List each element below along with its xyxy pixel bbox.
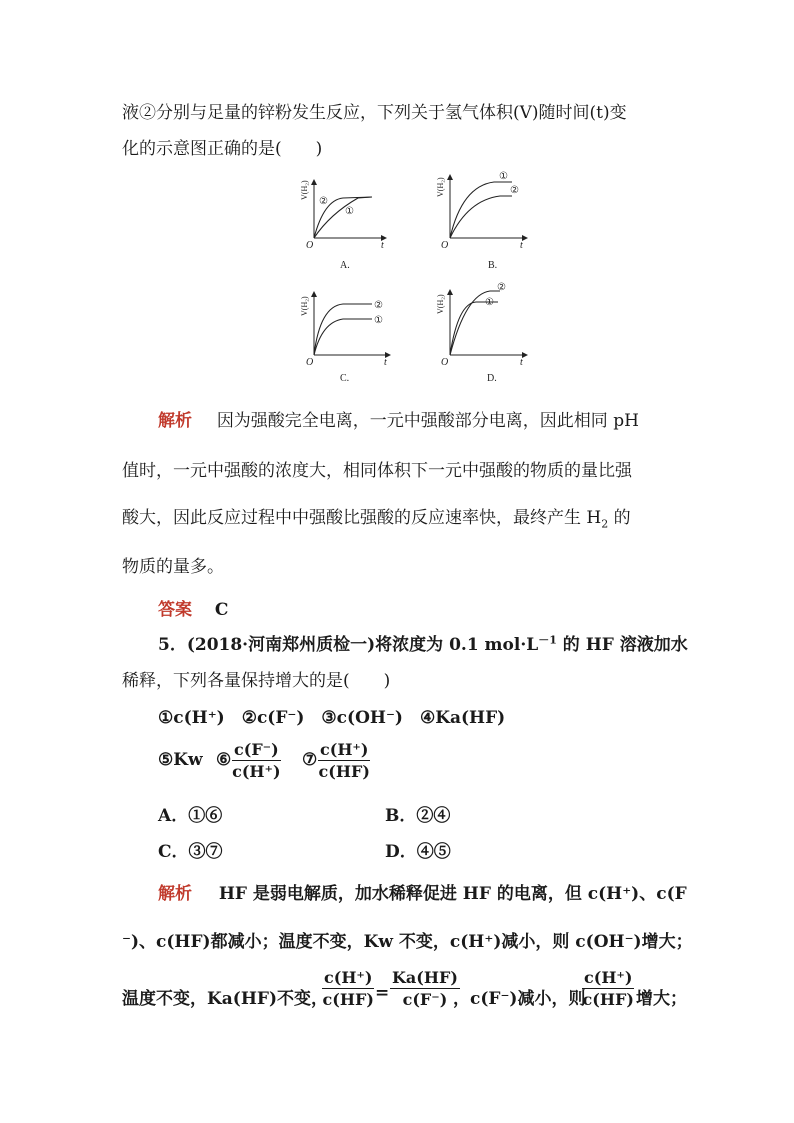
fraction-numerator: Ka(HF) bbox=[392, 968, 458, 987]
analysis-line-3-text: 酸大，因此反应过程中中强酸比强酸的反应速率快，最终产生 H bbox=[122, 508, 602, 528]
q5-line-2: 稀释，下列各量保持增大的是( ) bbox=[122, 671, 391, 691]
y-axis-label: V(H₂) bbox=[300, 180, 309, 200]
fraction-denominator: c(HF) bbox=[582, 990, 634, 1009]
fraction-denominator: c(F⁻) bbox=[402, 990, 448, 1009]
panel-label: D. bbox=[487, 373, 497, 384]
analysis-tag: 解析 bbox=[158, 884, 192, 904]
q5-items-row-1: ①c(H⁺) ②c(F⁻) ③c(OH⁻) ④Ka(HF) bbox=[158, 708, 506, 728]
curve-1-label: ① bbox=[485, 297, 494, 308]
answer-tag: 答案 bbox=[158, 600, 192, 620]
analysis-line-3 bbox=[122, 503, 631, 530]
option-c: C．③⑦ bbox=[158, 842, 223, 862]
curve-2-label: ② bbox=[374, 300, 383, 311]
graph-panel-c bbox=[300, 292, 390, 384]
q5-line-1-text: 5．(2018·河南郑州质检一)将浓度为 0.1 mol·L bbox=[158, 635, 539, 655]
graph-panel-d bbox=[436, 282, 527, 384]
analysis2-line-1: HF 是弱电解质，加水稀释促进 HF 的电离，但 c(H⁺)、c(F bbox=[218, 884, 687, 904]
q5-item-6-fraction bbox=[232, 740, 281, 781]
analysis-line-4: 物质的量多。 bbox=[122, 557, 224, 577]
x-axis-label: t bbox=[381, 240, 384, 251]
fraction-numerator: c(F⁻) bbox=[234, 740, 279, 759]
origin-label: O bbox=[306, 240, 314, 251]
y-axis-label: V(H₂) bbox=[300, 296, 309, 316]
panel-label: B. bbox=[488, 260, 498, 271]
analysis-line-3-end: 的 bbox=[608, 508, 631, 528]
curve-1-label: ① bbox=[499, 171, 508, 182]
answer-value: C bbox=[214, 600, 229, 620]
analysis2-line-1-row bbox=[158, 879, 687, 904]
curve-2-label: ② bbox=[510, 185, 519, 196]
q5-item-7-fraction bbox=[318, 740, 370, 781]
subscript: 2 bbox=[601, 517, 609, 531]
origin-label: O bbox=[441, 240, 449, 251]
option-b: B．②④ bbox=[385, 806, 451, 826]
graph-panel-a bbox=[300, 180, 386, 271]
fraction-denominator: c(HF) bbox=[322, 990, 374, 1009]
y-axis-label: V(H₂) bbox=[436, 294, 445, 314]
panel-label: C. bbox=[340, 373, 350, 384]
curve-1 bbox=[314, 319, 372, 355]
analysis2-fraction-2 bbox=[390, 968, 460, 1009]
analysis-line-2: 值时，一元中强酸的浓度大，相同体积下一元中强酸的物质的量比强 bbox=[122, 461, 632, 481]
analysis-paragraph-1 bbox=[158, 406, 639, 431]
graph-panel-b bbox=[436, 171, 527, 271]
curve-2 bbox=[314, 304, 372, 355]
fraction-denominator: c(HF) bbox=[318, 762, 370, 781]
panel-label: A. bbox=[340, 260, 350, 271]
curve-2-label: ② bbox=[497, 282, 506, 293]
q5-line-1 bbox=[158, 630, 688, 655]
y-axis-label: V(H₂) bbox=[436, 177, 445, 197]
analysis-line-1: 因为强酸完全电离，一元中强酸部分电离，因此相同 pH bbox=[216, 411, 639, 431]
graph-figure bbox=[0, 0, 794, 400]
fraction-numerator: c(H⁺) bbox=[584, 968, 633, 987]
x-axis-label: t bbox=[520, 357, 523, 368]
superscript: －1 bbox=[538, 633, 557, 647]
answer-row bbox=[158, 595, 228, 620]
curve-1 bbox=[450, 302, 498, 355]
analysis2-line-2: ⁻)、c(HF)都减小；温度不变，Kw 不变，c(H⁺)减小，则 c(OH⁻)增大； bbox=[122, 932, 693, 952]
origin-label: O bbox=[441, 357, 449, 368]
fraction-denominator: c(H⁺) bbox=[232, 762, 281, 781]
q5-item-6-mark: ⑥ bbox=[216, 750, 232, 770]
fraction-numerator: c(H⁺) bbox=[324, 968, 373, 987]
analysis2-fraction-1 bbox=[322, 968, 374, 1009]
curve-1-label: ① bbox=[374, 315, 383, 326]
curve-1-label: ① bbox=[345, 206, 354, 217]
q5-item-7-mark: ⑦ bbox=[302, 750, 318, 770]
x-axis-label: t bbox=[520, 240, 523, 251]
equals-sign: = bbox=[375, 983, 390, 1003]
curve-2-label: ② bbox=[319, 196, 328, 207]
origin-label: O bbox=[306, 357, 314, 368]
q5-line-1-end: 的 HF 溶液加水 bbox=[556, 635, 688, 655]
analysis2-line-3-mid: ，c(F⁻)减小，则 bbox=[453, 989, 586, 1009]
curve-2 bbox=[450, 196, 512, 238]
analysis-tag: 解析 bbox=[158, 411, 192, 431]
x-axis-label: t bbox=[384, 357, 387, 368]
analysis2-fraction-3 bbox=[582, 968, 634, 1009]
option-a: A．①⑥ bbox=[158, 806, 223, 826]
fraction-numerator: c(H⁺) bbox=[320, 740, 369, 759]
analysis2-line-3-start: 温度不变，Ka(HF)不变， bbox=[122, 989, 329, 1009]
question-text-line-2: 化的示意图正确的是( ) bbox=[122, 139, 323, 159]
q5-item-5: ⑤Kw bbox=[158, 750, 203, 770]
question-text-line-1: 液②分别与足量的锌粉发生反应，下列关于氢气体积(V)随时间(t)变 bbox=[122, 103, 627, 123]
curve-1 bbox=[450, 182, 512, 238]
analysis2-line-3-end: 增大； bbox=[636, 989, 687, 1009]
option-d: D．④⑤ bbox=[385, 842, 451, 862]
